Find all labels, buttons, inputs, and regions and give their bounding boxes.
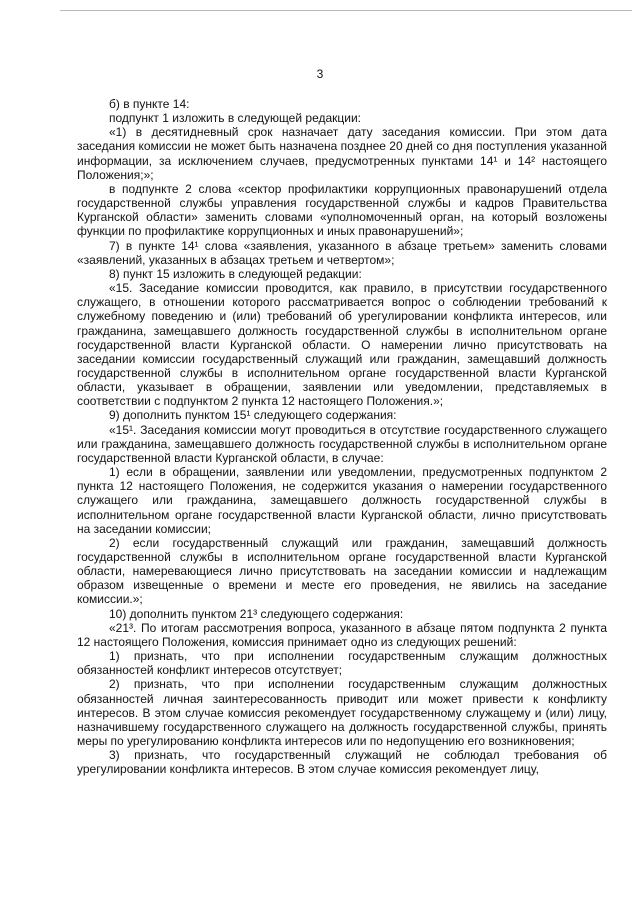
paragraph-15: 2) признать, что при исполнении государственным служащим должностных обязанностей личная заинтересованность приводит или может привести к конфликту интересов. В этом случае комиссия рекомендует государственному служащему и (или) лицу, назначившему государственного служащего на должность государственной службы, принять меры по урегулированию конфликта интересов или по недопущению его возникновения; xyxy=(77,677,607,749)
paragraph-8: 9) дополнить пунктом 15¹ следующего содержания: xyxy=(109,408,397,423)
paragraph-10: 1) если в обращении, заявлении или уведомлении, предусмотренных подпунктом 2 пункта 12 настоящего Положения, не содержится указания о намерении государственного служащего или гражданина, замещавшего должность государственной службы в исполнительном органе государственной власти Курганской области, лично присутствовать на заседании комиссии; xyxy=(77,465,607,536)
paragraph-1: б) в пункте 14: xyxy=(109,97,190,111)
scan-edge-line xyxy=(60,10,632,11)
paragraph-6: 8) пункт 15 изложить в следующей редакции: xyxy=(109,266,362,281)
paragraph-9: «15¹. Заседания комиссии могут проводиться в отсутствие государственного служащего или гражданина, замещавшего должность государственной службы в исполнительном органе государственной власти Курганской области, в случае: xyxy=(77,422,607,465)
paragraph-12: 10) дополнить пунктом 21³ следующего содержания: xyxy=(109,606,404,621)
paragraph-16: 3) признать, что государственный служащий не соблюдал требования об урегулировании конфликта интересов. В этом случае комиссия рекомендует лицу, xyxy=(77,748,607,777)
paragraph-13: «21³. По итогам рассмотрения вопроса, указанного в абзаце пятом подпункта 2 пункта 12 настоящего Положения, комиссия принимает одно из следующих решений: xyxy=(77,620,607,649)
paragraph-14: 1) признать, что при исполнении государственным служащим должностных обязанностей конфликт интересов отсутствует; xyxy=(77,649,607,678)
paragraph-11: 2) если государственный служащий или гражданин, замещавший должность государственной службы в исполнительном органе государственной власти Курганской области, намеревающиеся лично присутствовать на заседании комиссии и надлежащим образом извещенные о времени и месте его проведения, не явились на заседание комиссии.»; xyxy=(77,535,607,607)
paragraph-3: «1) в десятидневный срок назначает дату заседания комиссии. При этом дата заседания комиссии не может быть назначена позднее 20 дней со дня поступления указанной информации, за исключением случаев, предусмотренных пунктами 14¹ и 14² настоящего Положения;»; xyxy=(77,125,607,182)
paragraph-4: в подпункте 2 слова «сектор профилактики коррупционных правонарушений отдела государственной службы управления государственной службы и кадров Правительства Курганской области» заменить словами «уполномоченный орган, на который возложены функции по профилактике коррупционных и иных правонарушений»; xyxy=(77,181,607,239)
paragraph-5: 7) в пункте 14¹ слова «заявления, указанного в абзаце третьем» заменить словами «заявлений, указанных в абзацах третьем и четвертом»; xyxy=(77,238,607,267)
document-body xyxy=(77,97,607,776)
paragraph-2: подпункт 1 изложить в следующей редакции: xyxy=(109,111,362,126)
paragraph-7: «15. Заседание комиссии проводится, как правило, в присутствии государственного служащего, в отношении которого рассматривается вопрос о соблюдении требований к служебному поведению и (или) требований об урегулировании конфликта интересов, или гражданина, замещавшего должность государственной службы в исполнительном органе государственной власти Курганской области. О намерении лично присутствовать на заседании комиссии государственный служащий или гражданин, замещавший должность государственной службы в исполнительном органе государственной власти Курганской области, указывает в обращении, заявлении или уведомлении, представляемых в соответствии с подпунктом 2 пункта 12 настоящего Положения.»; xyxy=(77,281,607,409)
page-number: 3 xyxy=(316,67,324,81)
